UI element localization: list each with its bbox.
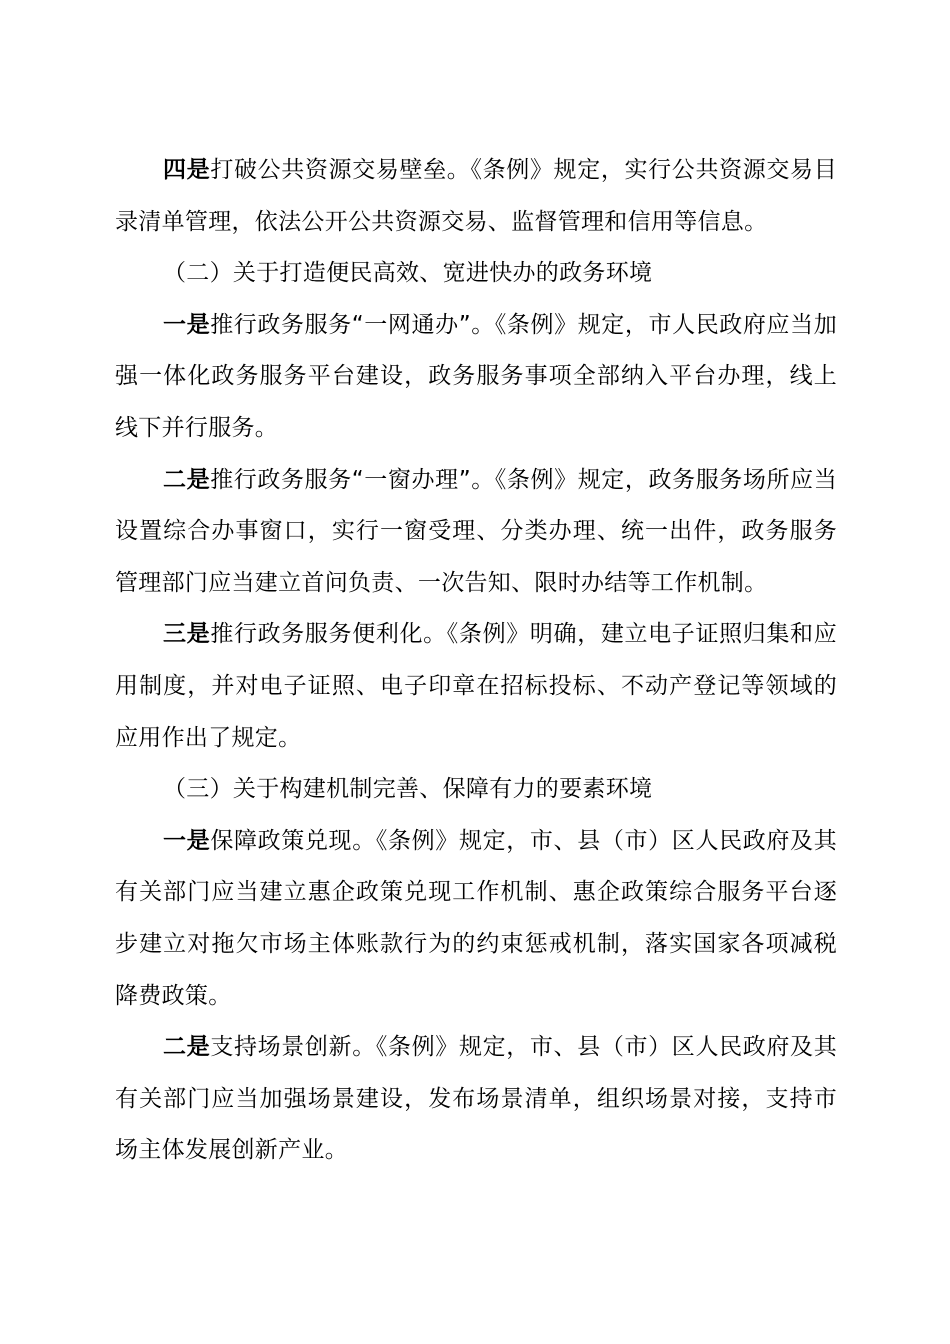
paragraph-text: 推行政务服务便利化。《条例》明确，建立电子证照归集和应用制度，并对电子证照、电子印章在招标投标、不动产登记等领域的应用作出了规定。 [115,621,837,751]
paragraph-section-1-item-4 [115,145,837,248]
paragraph-section-2-item-1 [115,300,837,455]
paragraph-text: 支持场景创新。《条例》规定，市、县（市）区人民政府及其有关部门应当加强场景建设，发布场景清单，组织场景对接，支持市场主体发展创新产业。 [115,1034,837,1164]
paragraph-text: 推行政务服务“一窗办理”。《条例》规定，政务服务场所应当设置综合办事窗口，实行一窗受理、分类办理、统一出件，政务服务管理部门应当建立首问负责、一次告知、限时办结等工作机制。 [115,466,837,596]
section-heading-text: （二）关于打造便民高效、宽进快办的政务环境 [163,260,653,287]
paragraph-lead: 三是 [163,621,211,648]
paragraph-section-2-item-3 [115,609,837,764]
paragraph-text: 打破公共资源交易壁垒。《条例》规定，实行公共资源交易目录清单管理，依法公开公共资源交易、监督管理和信用等信息。 [115,157,837,235]
section-heading-3 [115,764,837,816]
paragraph-section-2-item-2 [115,455,837,610]
paragraph-text: 保障政策兑现。《条例》规定，市、县（市）区人民政府及其有关部门应当建立惠企政策兑现工作机制、惠企政策综合服务平台逐步建立对拖欠市场主体账款行为的约束惩戒机制，落实国家各项减税降费政策。 [115,827,837,1009]
paragraph-lead: 二是 [163,466,211,493]
paragraph-text: 推行政务服务“一网通办”。《条例》规定，市人民政府应当加强一体化政务服务平台建设，政务服务事项全部纳入平台办理，线上线下并行服务。 [115,311,837,441]
section-heading-text: （三）关于构建机制完善、保障有力的要素环境 [163,776,653,803]
paragraph-lead: 一是 [163,827,211,854]
document-body [115,145,837,1177]
paragraph-section-3-item-2 [115,1022,837,1177]
paragraph-section-3-item-1 [115,816,837,1022]
paragraph-lead: 二是 [163,1034,211,1061]
paragraph-lead: 一是 [163,311,211,338]
section-heading-2 [115,248,837,300]
paragraph-lead: 四是 [163,157,211,183]
